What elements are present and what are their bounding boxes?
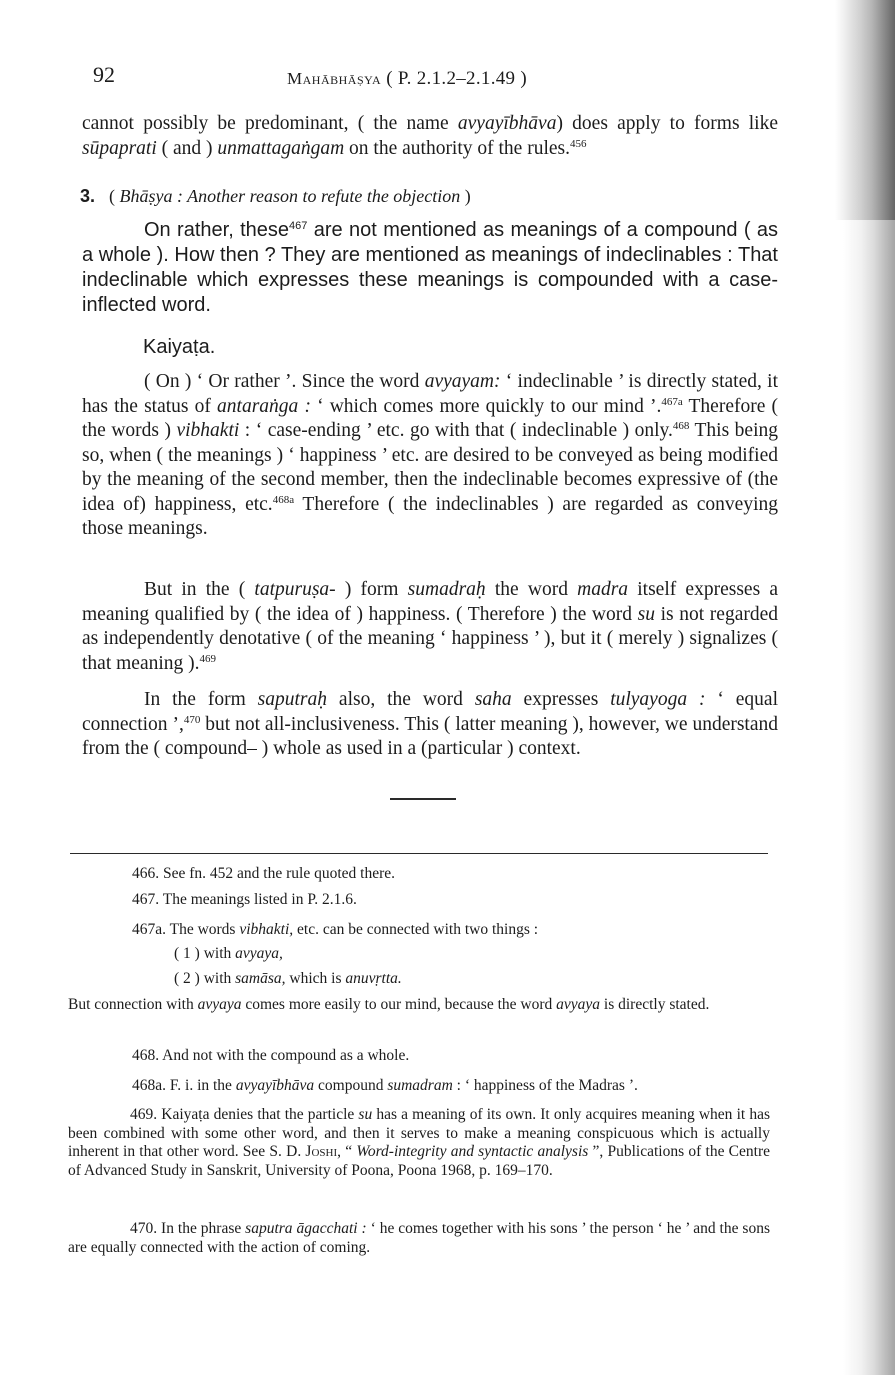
footnote-ref: 456	[570, 137, 587, 150]
footnote-ref: 468	[672, 420, 690, 432]
section-number: 3.	[80, 186, 96, 206]
footnote-ref: 467	[289, 220, 308, 232]
scan-shadow-corner	[835, 0, 895, 220]
paragraph-carryover: cannot possibly be predominant, ( the name avyayībhāva) does apply to forms like sūpaprati ( and ) unmattagaṅgam on the authority of the rules.$^{456}$	[82, 113, 779, 159]
section-title: Bhāṣya : Another reason to refute the objection	[119, 186, 461, 206]
footnote-467: 467. The meanings listed in P. 2.1.6.	[132, 891, 357, 908]
footnote-ref: 470	[183, 713, 201, 726]
footnote-separator	[70, 853, 768, 854]
footnote-467a: 467a. The words vibhakti, etc. can be connected with two things :	[132, 921, 539, 938]
section-end-rule	[390, 798, 456, 800]
paragraph-saputra: In the form saputraḥ also, the word saha expresses tulyayoga : ‘ equal connection ’,$^{470}$ but not all-inclusiveness. This ( latter meaning ), however, we understand from the ( compound– ) whole as used in a (particular ) context.	[82, 689, 779, 759]
footnote-468a: 468a. F. i. in the avyayībhāva compound sumadram : ‘ happiness of the Madras ’.	[132, 1077, 638, 1094]
paragraph-tatpurusa: But in the ( tatpuruṣa- ) form sumadraḥ the word madra itself expresses a meaning qualified by ( the idea of ) happiness. ( Therefore ) the word su is not regarded as independently denotative ( of the meaning ‘ happiness ’ ), but it ( merely ) signalizes ( that meaning ).$^{469}$	[82, 579, 778, 674]
footnote-ref: 468a	[272, 493, 295, 506]
running-head-title: Mahābhāṣya	[287, 69, 382, 88]
footnote-ref: 467a	[661, 395, 683, 408]
footnote-467a-item-1: ( 1 ) with avyaya,	[174, 945, 283, 962]
footnote-466: 466. See fn. 452 and the rule quoted there.	[132, 865, 395, 882]
section-heading: 3. ( Bhāṣya : Another reason to refute the objection )	[80, 186, 471, 206]
page-number: 92	[93, 62, 115, 87]
paragraph-on: ( On ) ‘ Or rather ’. Since the word avyayam: ‘ indeclinable ’ is directly stated, it has the status of antaraṅga : ‘ which comes more quickly to our mind ’.$^{467a}$ Therefore ( the words ) vibhakti : ‘ case-ending ’ etc. go with that ( indeclinable ) only.$^{468}$ This being so, when ( the meanings ) ‘ happiness ’ etc. are desired to be conveyed as being modified by the meaning of the second member, then the indeclinable becomes expressive of (the idea of) happiness, etc.$^{468a}$ Therefore ( the indeclinables ) are regarded as conveying those meanings.	[82, 371, 779, 539]
footnote-470: 470. In the phrase saputra āgacchati : ‘ he comes together with his sons ’ the person ‘ he ’ and the sons are equally connected with the action of coming.	[68, 1220, 770, 1256]
bhasya-paragraph: On rather, these$^{467}$ are not mentioned as meanings of a compound ( as a whole ). How then ? They are mentioned as meanings of indeclinables : That indeclinable which expresses these meanings is compounded with a case-inflected word.	[82, 219, 779, 316]
footnote-467a-item-2: ( 2 ) with samāsa, which is anuvṛtta.	[174, 970, 402, 987]
footnote-467a-continuation: But connection with avyaya comes more easily to our mind, because the word avyaya is directly stated.	[68, 996, 710, 1013]
running-head	[287, 68, 527, 90]
footnote-ref: 469	[199, 652, 217, 665]
running-head-ref: ( P. 2.1.2–2.1.49 )	[386, 68, 528, 89]
footnote-468: 468. And not with the compound as a whole.	[132, 1047, 410, 1064]
commentary-heading: Kaiyaṭa.	[143, 336, 216, 358]
page-header	[90, 62, 780, 98]
footnote-469: 469. Kaiyaṭa denies that the particle su has a meaning of its own. It only acquires meaning when it has been combined with some other word, and then it serves to make a meaning conspicuous which is actually inherent in that other word. See S. D. Joshi, “ Word-integrity and syntactic analysis ”, Publications of the Centre of Advanced Study in Sanskrit, University of Poona, Poona 1968, p. 169–170.	[68, 1106, 770, 1179]
